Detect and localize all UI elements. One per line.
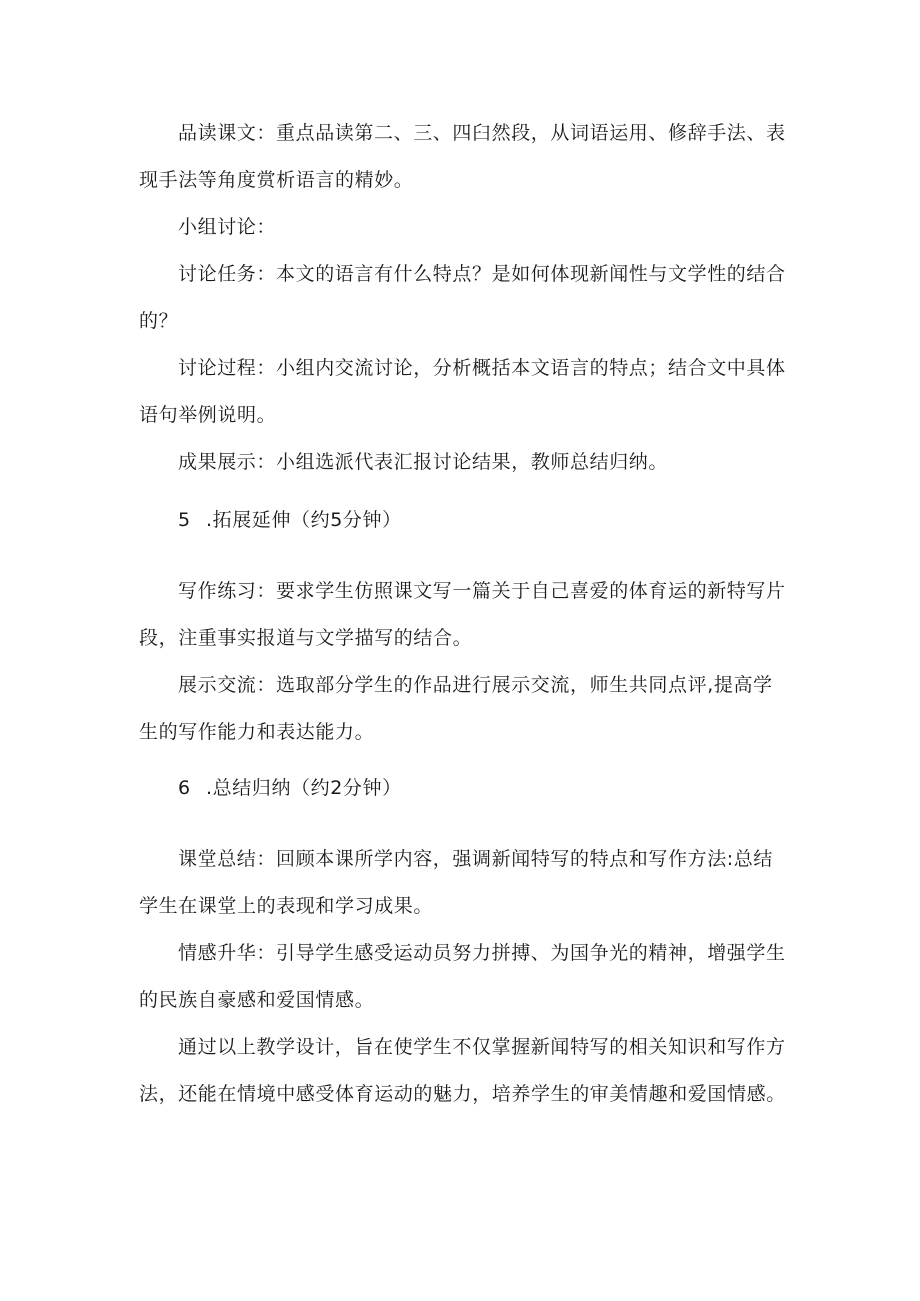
paragraph-class-summary: 课堂总结：回顾本课所学内容，强调新闻特写的特点和写作方法:总结学生在课堂上的表现和学习成果。 xyxy=(139,848,774,917)
section-number: 5 xyxy=(178,509,191,531)
section-number: 6 xyxy=(178,777,191,799)
paragraph-group-discussion: 小组讨论： xyxy=(178,216,277,238)
section-title: .拓展延伸（约5分钟） xyxy=(206,509,402,531)
section-title: .总结归纳（约2分钟） xyxy=(206,777,402,799)
section-heading-extension xyxy=(178,497,402,544)
paragraph-result-display: 成果展示：小组选派代表汇报讨论结果，教师总结归纳。 xyxy=(178,451,669,473)
paragraph-emotional-sublimation: 情感升华：引导学生感受运动员努力拼搏、为国争光的精神，增强学生的民族自豪感和爱国情感。 xyxy=(139,942,786,1011)
section-heading-summary xyxy=(178,765,402,812)
paragraph-discussion-task: 讨论任务：本文的语言有什么特点？是如何体现新闻性与文学性的结合的？ xyxy=(139,263,786,332)
paragraph-writing-practice: 写作练习：要求学生仿照课文写一篇关于自己喜爱的体育运的新特写片段，注重事实报道与文学描写的结合。 xyxy=(139,580,786,649)
paragraph-presentation-exchange: 展示交流：选取部分学生的作品进行展示交流，师生共同点评,提高学生的写作能力和表达能力。 xyxy=(139,674,773,743)
paragraph-conclusion: 通过以上教学设计，旨在使学生不仅掌握新闻特写的相关知识和写作方法，还能在情境中感受体育运动的魅力，培养学生的审美情趣和爱国情感。 xyxy=(139,1036,786,1105)
paragraph-discussion-process: 讨论过程：小组内交流讨论，分析概括本文语言的特点；结合文中具体语句举例说明。 xyxy=(139,357,786,426)
paragraph-reading: 品读课文：重点品读第二、三、四臼然段，从词语运用、修辞手法、表现手法等角度赏析语言的精妙。 xyxy=(139,122,786,191)
